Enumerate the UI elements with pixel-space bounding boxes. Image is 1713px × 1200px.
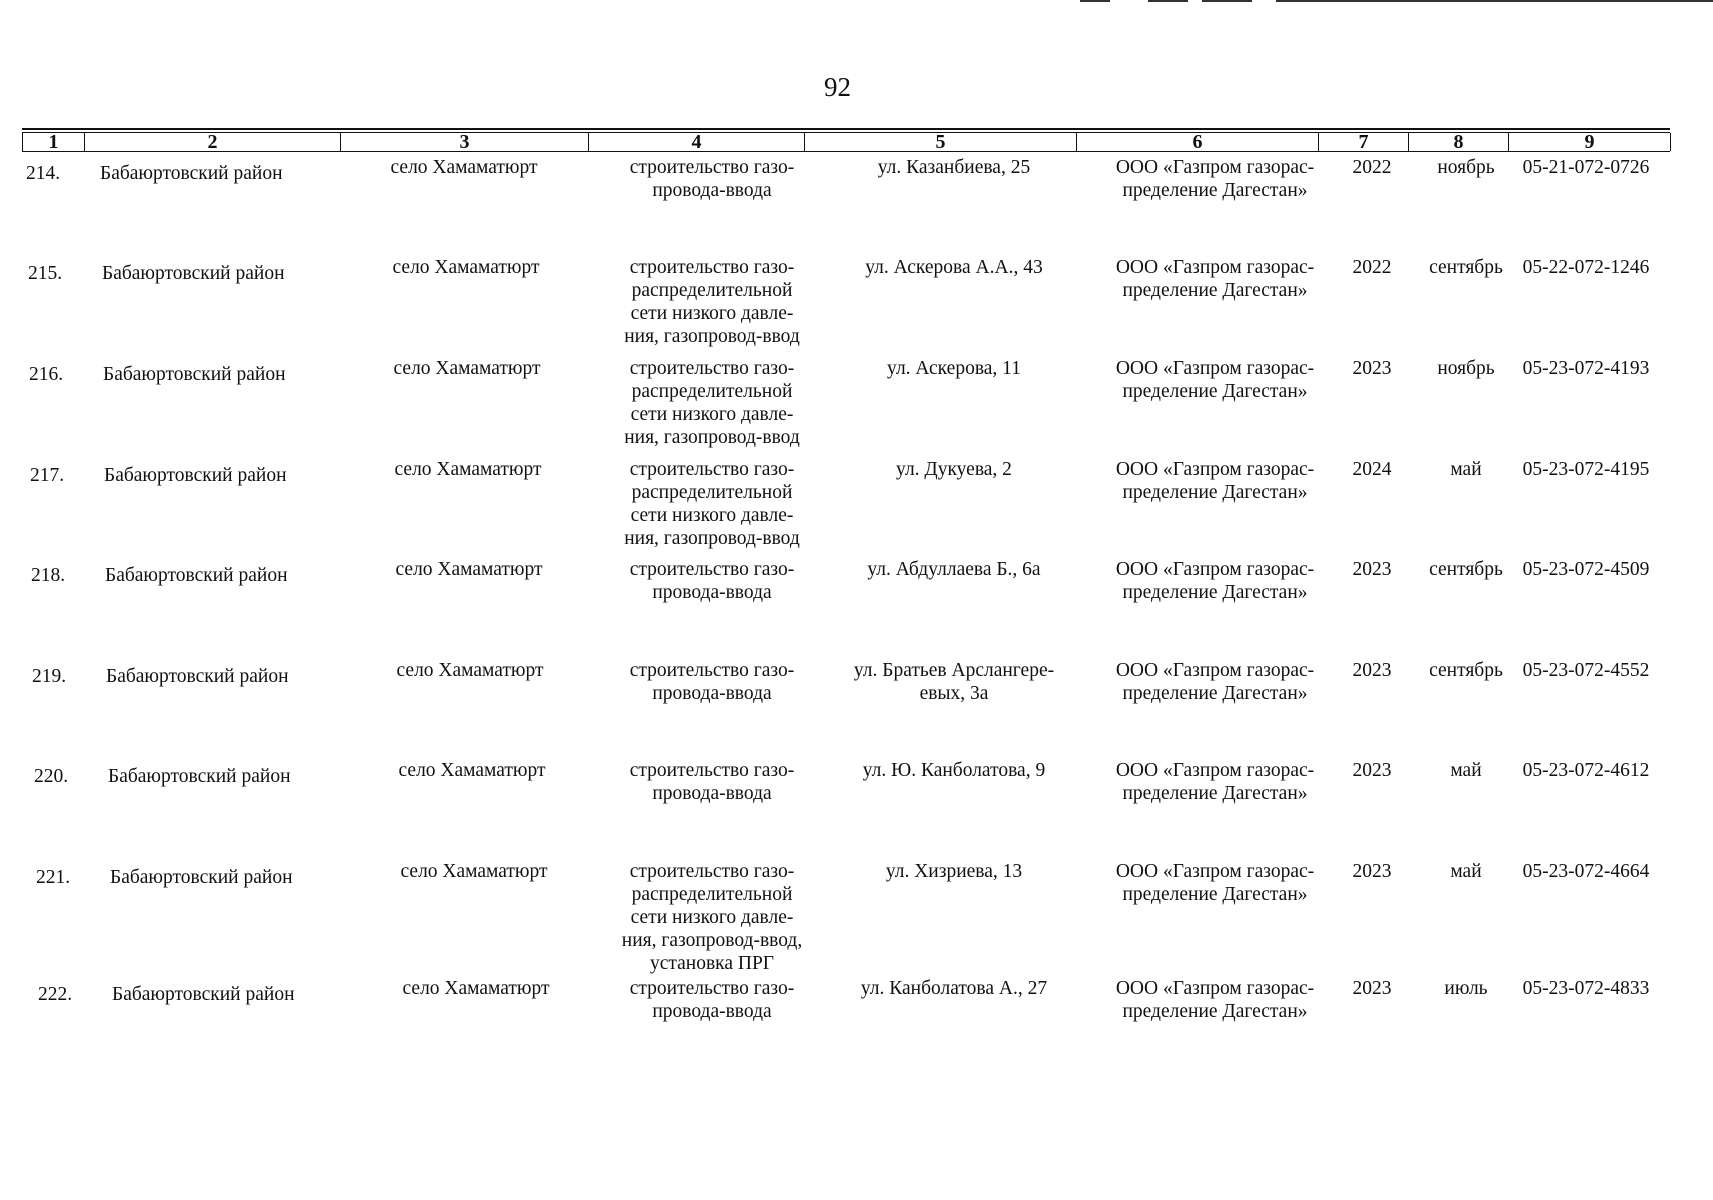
organization-cell: ООО «Газпром газорас- пределение Дагестан»: [1115, 861, 1315, 905]
month-cell: май: [1450, 459, 1482, 480]
work-cell: строительство газо- провода-ввода: [629, 978, 795, 1022]
organization-cell: ООО «Газпром газорас- пределение Дагестан»: [1115, 358, 1315, 402]
year-cell: 2023: [1352, 760, 1392, 781]
year-cell: 2023: [1352, 559, 1392, 580]
address-cell: ул. Аскерова, 11: [887, 358, 1021, 379]
row-number: 217.: [30, 465, 65, 486]
column-number-8: 8: [1409, 133, 1509, 151]
code-cell: 05-22-072-1246: [1522, 257, 1650, 278]
code-cell: 05-23-072-4552: [1522, 660, 1650, 681]
organization-cell: ООО «Газпром газорас- пределение Дагестан»: [1115, 978, 1315, 1022]
month-cell: сентябрь: [1429, 660, 1503, 681]
column-number-2: 2: [85, 133, 341, 151]
settlement-cell: село Хамаматюрт: [402, 978, 550, 999]
district-cell: Бабаюртовский район: [104, 465, 287, 486]
code-cell: 05-23-072-4612: [1522, 760, 1650, 781]
organization-cell: ООО «Газпром газорас- пределение Дагестан»: [1115, 157, 1315, 201]
work-cell: строительство газо- провода-ввода: [629, 559, 795, 603]
month-cell: июль: [1444, 978, 1488, 999]
row-number: 216.: [29, 364, 64, 385]
year-cell: 2022: [1352, 257, 1392, 278]
column-number-9: 9: [1509, 133, 1671, 151]
page-number: 92: [824, 72, 851, 102]
work-cell: строительство газо- распределительной сети низкого давле- ния, газопровод-ввод, установка ПРГ: [621, 861, 803, 974]
row-number: 218.: [31, 565, 66, 586]
work-cell: строительство газо- провода-ввода: [629, 760, 795, 804]
district-cell: Бабаюртовский район: [112, 984, 295, 1005]
column-number-4: 4: [589, 133, 805, 151]
address-cell: ул. Братьев Арслангере- евых, 3а: [853, 660, 1055, 704]
organization-cell: ООО «Газпром газорас- пределение Дагестан»: [1115, 459, 1315, 503]
address-cell: ул. Канболатова А., 27: [860, 978, 1048, 999]
code-cell: 05-23-072-4664: [1522, 861, 1650, 882]
district-cell: Бабаюртовский район: [103, 364, 286, 385]
district-cell: Бабаюртовский район: [106, 666, 289, 687]
column-number-1: 1: [23, 133, 85, 151]
district-cell: Бабаюртовский район: [105, 565, 288, 586]
settlement-cell: село Хамаматюрт: [400, 861, 548, 882]
code-cell: 05-23-072-4833: [1522, 978, 1650, 999]
year-cell: 2023: [1352, 861, 1392, 882]
settlement-cell: село Хамаматюрт: [390, 157, 538, 178]
month-cell: сентябрь: [1429, 257, 1503, 278]
row-number: 222.: [38, 984, 73, 1005]
settlement-cell: село Хамаматюрт: [394, 459, 542, 480]
district-cell: Бабаюртовский район: [108, 766, 291, 787]
work-cell: строительство газо- провода-ввода: [629, 157, 795, 201]
settlement-cell: село Хамаматюрт: [395, 559, 543, 580]
address-cell: ул. Хизриева, 13: [885, 861, 1023, 882]
settlement-cell: село Хамаматюрт: [392, 257, 540, 278]
month-cell: ноябрь: [1437, 358, 1495, 379]
work-cell: строительство газо- распределительной сети низкого давле- ния, газопровод-ввод: [624, 459, 800, 549]
district-cell: Бабаюртовский район: [102, 263, 285, 284]
row-number: 215.: [28, 263, 63, 284]
organization-cell: ООО «Газпром газорас- пределение Дагестан»: [1115, 660, 1315, 704]
month-cell: май: [1450, 760, 1482, 781]
year-cell: 2023: [1352, 978, 1392, 999]
settlement-cell: село Хамаматюрт: [393, 358, 541, 379]
work-cell: строительство газо- распределительной сети низкого давле- ния, газопровод-ввод: [624, 257, 800, 347]
organization-cell: ООО «Газпром газорас- пределение Дагестан»: [1115, 760, 1315, 804]
organization-cell: ООО «Газпром газорас- пределение Дагестан»: [1115, 559, 1315, 603]
month-cell: сентябрь: [1429, 559, 1503, 580]
column-number-row: [22, 132, 1670, 152]
settlement-cell: село Хамаматюрт: [398, 760, 546, 781]
column-number-5: 5: [805, 133, 1077, 151]
row-number: 214.: [26, 163, 61, 184]
column-number-3: 3: [341, 133, 589, 151]
address-cell: ул. Абдуллаева Б., 6а: [867, 559, 1041, 580]
code-cell: 05-23-072-4193: [1522, 358, 1650, 379]
district-cell: Бабаюртовский район: [110, 867, 293, 888]
year-cell: 2024: [1352, 459, 1392, 480]
code-cell: 05-21-072-0726: [1522, 157, 1650, 178]
column-number-6: 6: [1077, 133, 1319, 151]
table-top-rule: [22, 128, 1670, 130]
address-cell: ул. Аскерова А.А., 43: [865, 257, 1043, 278]
code-cell: 05-23-072-4195: [1522, 459, 1650, 480]
code-cell: 05-23-072-4509: [1522, 559, 1650, 580]
month-cell: ноябрь: [1437, 157, 1495, 178]
year-cell: 2023: [1352, 358, 1392, 379]
year-cell: 2022: [1352, 157, 1392, 178]
row-number: 220.: [34, 766, 69, 787]
address-cell: ул. Ю. Канболатова, 9: [862, 760, 1046, 781]
district-cell: Бабаюртовский район: [100, 163, 283, 184]
row-number: 219.: [32, 666, 67, 687]
organization-cell: ООО «Газпром газорас- пределение Дагестан»: [1115, 257, 1315, 301]
column-number-7: 7: [1319, 133, 1409, 151]
settlement-cell: село Хамаматюрт: [396, 660, 544, 681]
address-cell: ул. Казанбиева, 25: [877, 157, 1031, 178]
work-cell: строительство газо- распределительной сети низкого давле- ния, газопровод-ввод: [624, 358, 800, 448]
row-number: 221.: [36, 867, 71, 888]
work-cell: строительство газо- провода-ввода: [629, 660, 795, 704]
address-cell: ул. Дукуева, 2: [896, 459, 1012, 480]
year-cell: 2023: [1352, 660, 1392, 681]
month-cell: май: [1450, 861, 1482, 882]
